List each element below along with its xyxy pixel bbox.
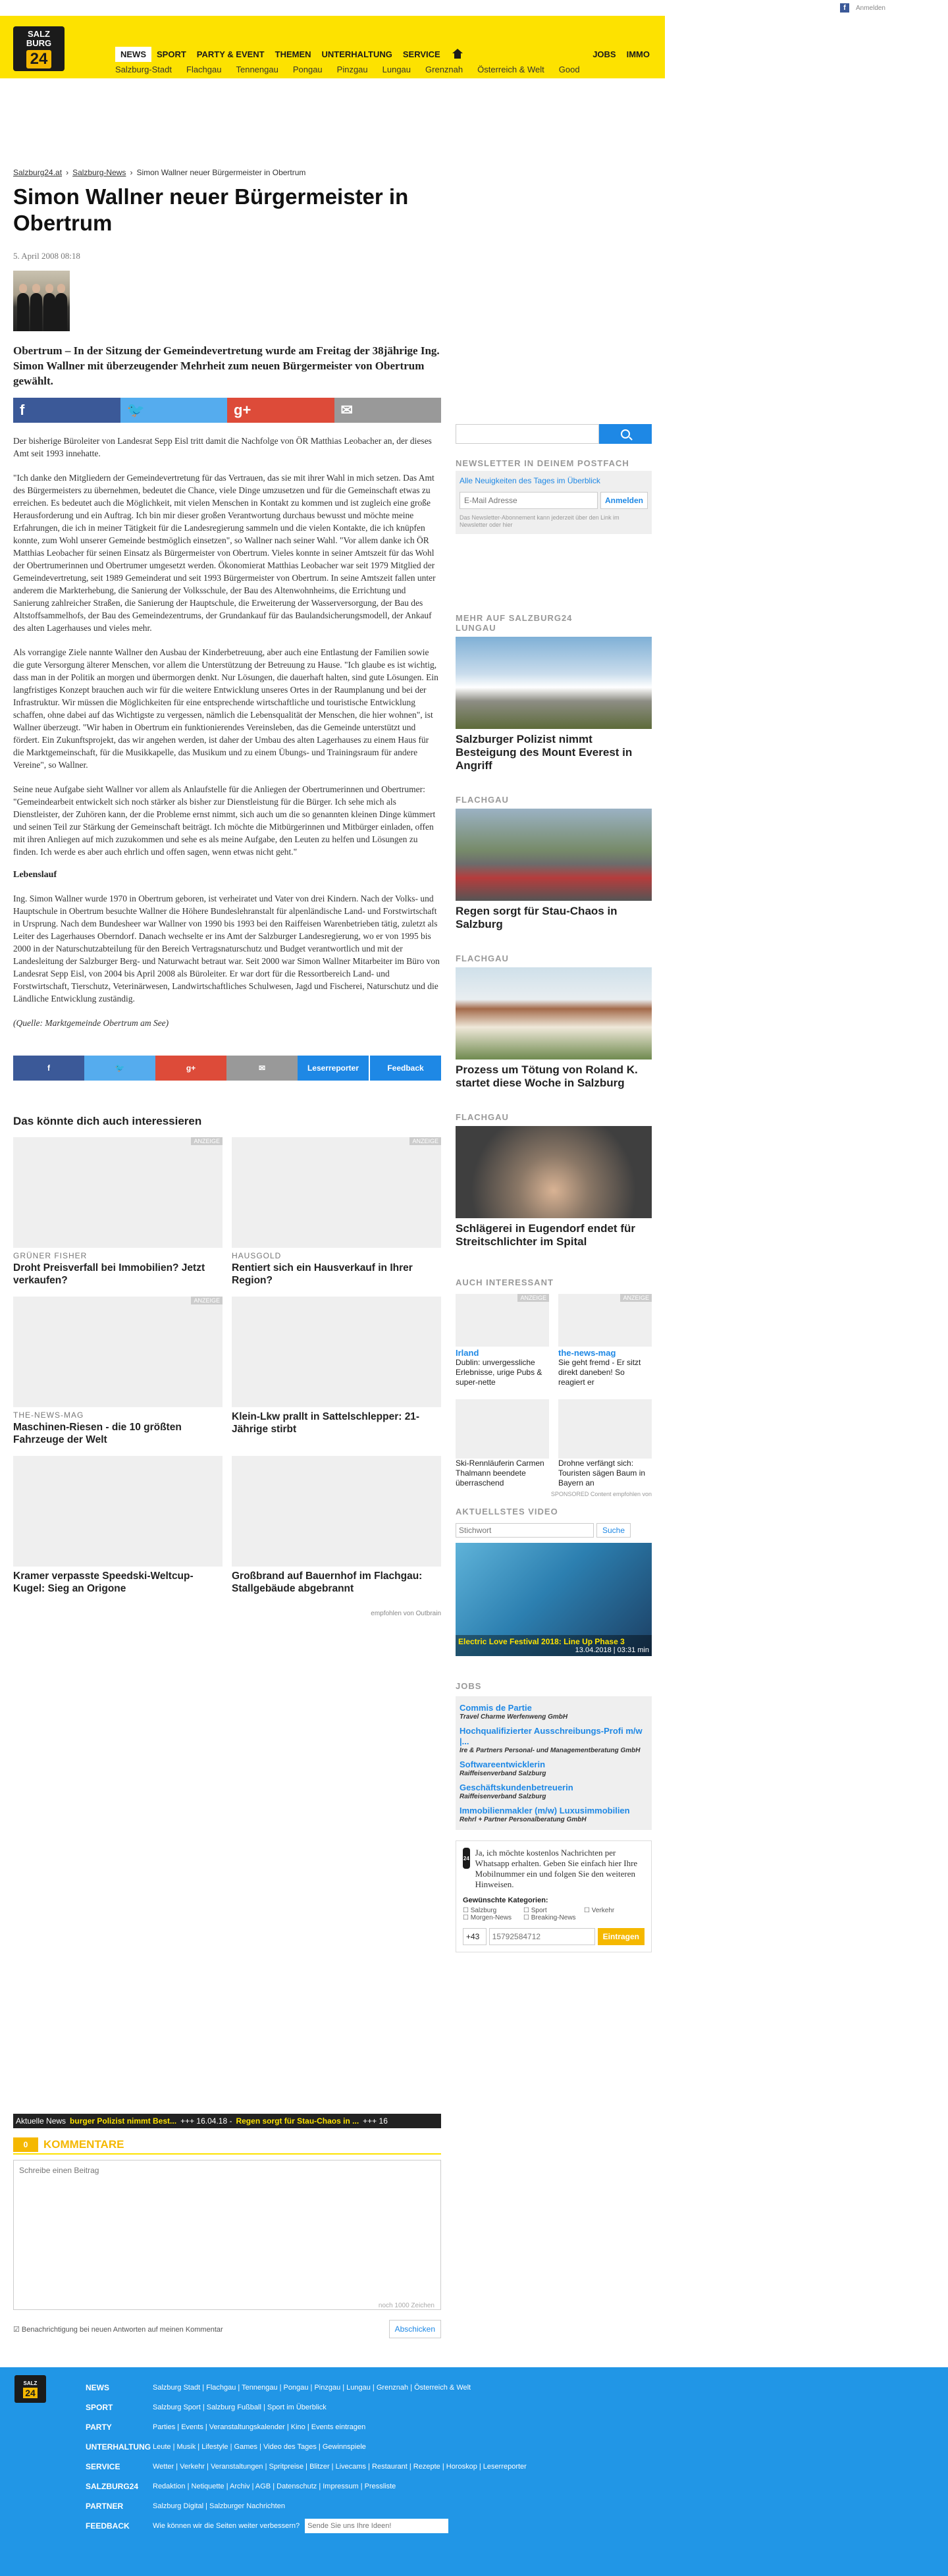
mail-icon: ✉ — [340, 402, 353, 418]
site-search-input[interactable] — [456, 424, 599, 444]
footer-row — [86, 2398, 527, 2417]
article-photo[interactable] — [13, 271, 70, 331]
subnav-tennengau[interactable]: Tennengau — [236, 65, 278, 74]
teaser-category: FLACHGAU — [456, 1112, 509, 1122]
recommendations-grid — [13, 1137, 441, 1606]
nav-service[interactable]: SERVICE — [402, 49, 440, 59]
salzburg24-logo-small — [463, 1848, 470, 1869]
recommendation-card[interactable] — [13, 1456, 223, 1606]
footer-row — [86, 2437, 527, 2457]
teaser-title[interactable]: Regen sorgt für Stau-Chaos in Salzburg — [456, 905, 618, 930]
teaser[interactable] — [456, 953, 652, 1090]
teaser-image-traffic[interactable] — [456, 809, 652, 901]
job-title[interactable]: Geschäftskundenbetreuerin — [460, 1783, 573, 1792]
logo-number: 24 — [463, 1855, 469, 1862]
footer-row — [86, 2516, 527, 2536]
footer-row-links: Wie können wir die Seiten weiter verbessern? — [153, 2522, 300, 2530]
newsletter-email-input[interactable] — [460, 492, 598, 509]
footer-logo[interactable] — [14, 2375, 46, 2403]
teaser-image-mountain[interactable] — [456, 637, 652, 729]
recommendation-title[interactable]: Klein-Lkw prallt in Sattelschlepper: 21-Jährige stirbt — [232, 1411, 420, 1435]
interesting-source: the-news-mag — [558, 1348, 616, 1358]
recommendation-image[interactable] — [13, 1456, 223, 1567]
content-area — [0, 78, 665, 2367]
logo-text-top: SALZ — [23, 2380, 38, 2386]
subnav-oesterreich-welt[interactable]: Österreich & Welt — [477, 65, 544, 74]
ad-tag: ANZEIGE — [409, 1137, 441, 1145]
article-paragraph: "Ich danke den Mitgliedern der Gemeindevertretung für das Vertrauen, das sie mit ihrer Wahl in mich setzen. Das Amt des Bürgermeisters zu übernehmen, bedeutet die Chance, viele Dinge umzusetzen und für die Gemeinschaft etwas zu erreichen. Es bedeutet auch die Möglichkeit, mit vielen Menschen in Kontakt zu kommen und ist zugleich eine große Herausforderung und ein Auftrag. Ich bin mir dieser großen Verantwortung durchaus bewusst und möchte meine Erfahrungen, die ich in meiner Tätigkeit für die Landesregierung sammeln und die vielen Kontakte, die ich knüpfen konnte, zum Wohl unserer Gemeinde bestmöglich einsetzen", so Wallner nach seiner Wahl. "Vor allem danke ich ÖR Matthias Leobacher für seinen Einsatz als Bürgermeister von Obertrum. Vieles konnte in seiner Amtszeit für das Wohl der Obertrumerinnen und Obertrumer umgesetzt werden. Ökonomierat Matthias Leobacher war seit 1979 Mitglied der Gemeindevertretung, seit 1989 Gemeinderat und seit 1993 Bürgermeister von Obertrum. In seine Amtszeit fallen unter anderem die Markterhebung, die Sanierung der Volksschule, der Bau des Altenwohnheims, die Errichtung und Sanierung zahlreicher Straßen, die Sanierung der Hauptschule, die Erweiterung der Wasserversorgung, der Bau des Altstoffsammelhofs, der Bau des Gemeindezentrums, der Grundankauf für das Baulandsicherungsmodell, der Ankauf des alten Lagerhauses und vieles mehr. — [13, 473, 436, 633]
nav-jobs[interactable]: JOBS — [592, 49, 616, 59]
teaser[interactable] — [456, 1112, 652, 1248]
feedback-button[interactable]: Feedback — [370, 1056, 441, 1081]
teaser-image-fist[interactable] — [456, 1126, 652, 1218]
footer-row-key[interactable]: FEEDBACK — [86, 2521, 130, 2531]
twitter-share-button[interactable] — [84, 1056, 155, 1081]
article-paragraph: Seine neue Aufgabe sieht Wallner vor allem als Anlaufstelle für die Anliegen der Obertrumerinnen und Obertrumer: "Gemeindearbeit entwickelt sich noch stärker als bisher zur Dienstleistung für die Bürger. Ich sehe mich als Dienstleister, der Zuhören kann, der die Probleme ernst nimmt, sich auch um die so genannten kleinen Dinge kümmert und seinen Teil zur Stärkung der Gemeinschaft beiträgt. Ich möchte die Mitbürgerinnen und Mitbürger einladen, offen mit ihren Anliegen auf mich zuzukommen und sehe es als meine Aufgabe, den Leuten zu helfen und Lösungen zu finden. Ich werde es aber auch ehrlich und offen sagen, wenn etwas nicht geht." — [13, 784, 436, 857]
job-company: Raiffeisenverband Salzburg — [460, 1770, 546, 1777]
comment-submit-button[interactable]: Abschicken — [389, 2320, 441, 2338]
googleplus-icon: g+ — [186, 1063, 196, 1073]
outbrain-credit[interactable]: empfohlen von Outbrain — [371, 1610, 441, 1617]
search-icon — [621, 429, 630, 439]
whatsapp-text: Ja, ich möchte kostenlos Nachrichten per Whatsapp erhalten. Geben Sie einfach hier Ihre Mobilnummer ein und folgen Sie den weiteren Hinweisen. — [475, 1848, 638, 1889]
category-label: Morgen-News — [470, 1914, 512, 1921]
twitter-icon: 🐦 — [115, 1063, 125, 1073]
footer-row-links[interactable]: Salzburg Stadt | Flachgau | Tennengau | Pongau | Pinzgau | Lungau | Grenznah | Österreich & Welt — [153, 2384, 471, 2392]
category-label: Salzburg — [470, 1907, 497, 1914]
leserreporter-button[interactable]: Leserreporter — [298, 1056, 369, 1081]
footer-row-key[interactable]: SALZBURG24 — [86, 2482, 139, 2491]
interesting-grid — [456, 1294, 652, 1488]
video-caption — [456, 1635, 652, 1656]
category-checkbox[interactable]: ☐ Salzburg — [463, 1907, 497, 1914]
subnav-pinzgau[interactable]: Pinzgau — [336, 65, 368, 74]
share-bar-bottom — [13, 1056, 441, 1081]
twitter-icon: 🐦 — [126, 402, 145, 418]
phone-input[interactable] — [489, 1928, 595, 1945]
interesting-card[interactable] — [558, 1294, 652, 1387]
job-company: Raiffeisenverband Salzburg — [460, 1793, 546, 1800]
job-company: Travel Charme Werfenweng GmbH — [460, 1713, 568, 1721]
logo-text-top: SALZ — [28, 28, 50, 39]
footer-row — [86, 2496, 527, 2516]
notify-label: Benachrichtigung bei neuen Antworten auf meinen Kommentar — [21, 2325, 223, 2334]
recommendation-card[interactable] — [232, 1137, 441, 1287]
whatsapp-signup — [456, 1840, 652, 1952]
recommendation-image[interactable] — [232, 1297, 441, 1407]
googleplus-share-button[interactable] — [155, 1056, 226, 1081]
video-player[interactable] — [456, 1543, 652, 1656]
interesting-text[interactable]: Drohne verfängt sich: Touristen sägen Baum in Bayern an — [558, 1459, 646, 1488]
recommendation-source: HAUSGOLD — [232, 1251, 282, 1260]
category-label: Breaking-News — [531, 1914, 576, 1921]
lebenslauf-heading: Lebenslauf — [13, 870, 57, 880]
sponsored-credit[interactable]: SPONSORED Content empfohlen von — [550, 1491, 652, 1497]
ad-tag: ANZEIGE — [620, 1294, 652, 1302]
interesting-image[interactable] — [558, 1399, 652, 1459]
footer-row-links[interactable]: Salzburg Digital | Salzburger Nachrichten — [153, 2502, 285, 2510]
breadcrumb-home[interactable]: Salzburg24.at — [13, 168, 63, 177]
breadcrumb — [13, 168, 441, 177]
subnav-grenznah[interactable]: Grenznah — [425, 65, 463, 74]
jobs-heading: JOBS — [456, 1681, 482, 1691]
breadcrumb-current: Simon Wallner neuer Bürgermeister in Obertrum — [136, 168, 306, 177]
footer-row-key[interactable]: UNTERHALTUNG — [86, 2442, 151, 2452]
teaser-image-house[interactable] — [456, 967, 652, 1060]
recommendation-title[interactable]: Droht Preisverfall bei Immobilien? Jetzt verkaufen? — [13, 1262, 205, 1286]
logo-text-mid: BURG — [26, 38, 52, 48]
article-paragraph: Ing. Simon Wallner wurde 1970 in Obertrum geboren, ist verheiratet und Vater von drei Kindern. Nach der Volks- und Hauptschule in Obertrum besuchte Wallner die Höhere Bundeslehranstalt für alpenländische Land- und Forstwirtschaft in Ursprung. Nach dem Bundesheer war Wallner von 1990 bis 1993 bei den Raiffeisen Warenbetrieben tätig, zuletzt als Leiter des Lagerhauses Oberndorf. Danach wechselte er ins Amt der Salzburger Landesregierung, wo er von 1995 bis 2000 in der Naturschutzabteilung für den Bereich Vertragsnaturschutz und Budget verantwortlich und mit der Landesleitung der Salzburger Berg- und Naturwacht betraut war. Seit 2000 war Simon Wallner Mitarbeiter im Büro von Landesrat Sepp Eisl, von 2004 bis April 2008 als Büroleiter. Er war dort für die Ressortbereich Land- und Forstwirtschaft, Tierschutz, Veterinärwesen, Landwirtschaftliches Schulwesen, Jagd und Fischerei, Naturschutz und die Ländliche Entwicklung zuständig. — [13, 894, 440, 1004]
news-ticker — [13, 2114, 441, 2128]
recommendation-source: THE-NEWS-MAG — [13, 1410, 84, 1420]
newsletter-heading: NEWSLETTER IN DEINEM POSTFACH — [456, 458, 629, 468]
facebook-icon: f — [47, 1063, 50, 1073]
job-title[interactable]: Commis de Partie — [460, 1703, 532, 1713]
teaser-title[interactable]: Salzburger Polizist nimmt Besteigung des Mount Everest in Angriff — [456, 733, 633, 772]
teaser-title[interactable]: Prozess um Tötung von Roland K. startet diese Woche in Salzburg — [456, 1063, 638, 1089]
ticker-label: Aktuelle News — [16, 2116, 66, 2126]
footer-row-links[interactable]: Leute | Musik | Lifestyle | Games | Video des Tages | Gewinnspiele — [153, 2443, 366, 2451]
whatsapp-submit-button[interactable]: Eintragen — [598, 1928, 645, 1945]
job-company: Rehrl + Partner Personalberatung GmbH — [460, 1816, 587, 1823]
teaser-title[interactable]: Schlägerei in Eugendorf endet für Streitschlichter im Spital — [456, 1222, 635, 1248]
comment-count: 0 — [13, 2137, 38, 2152]
more-heading: MEHR AUF SALZBURG24 — [456, 613, 573, 623]
recommendations — [13, 1115, 441, 1617]
whatsapp-categories-title: Gewünschte Kategorien: — [463, 1896, 548, 1904]
subnav-pongau[interactable]: Pongau — [292, 65, 323, 74]
nav-unterhaltung[interactable]: UNTERHALTUNG — [321, 49, 392, 59]
teaser-category: FLACHGAU — [456, 953, 509, 963]
site-search-button[interactable] — [599, 424, 652, 444]
category-checkbox[interactable]: ☐ Sport — [523, 1907, 547, 1914]
article-title: Simon Wallner neuer Bürgermeister in Obertrum — [13, 184, 409, 235]
recommendation-image[interactable] — [232, 1456, 441, 1567]
job-item[interactable] — [460, 1757, 648, 1780]
job-item[interactable] — [460, 1723, 648, 1757]
interesting-card[interactable] — [456, 1294, 549, 1387]
video-search-input[interactable] — [456, 1523, 594, 1538]
nav-immo[interactable]: IMMO — [626, 49, 650, 59]
article-lead: Obertrum – In der Sitzung der Gemeindevertretung wurde am Freitag der 38jährige Ing. Simon Wallner mit überzeugender Mehrheit zum neuen Bürgermeister von Obertrum gewählt. — [13, 344, 440, 387]
ticker-item: +++ 16.04.18 - — [180, 2116, 232, 2126]
recommendation-source: GRÜNER FISHER — [13, 1251, 88, 1260]
topbar — [0, 0, 948, 16]
video-heading: AKTUELLSTES VIDEO — [456, 1507, 558, 1516]
teaser[interactable] — [456, 795, 652, 931]
interesting-card[interactable] — [558, 1397, 652, 1488]
category-checkbox[interactable]: ☐ Breaking-News — [523, 1914, 576, 1921]
salzburg24-logo[interactable] — [13, 26, 65, 71]
footer-row — [86, 2378, 527, 2398]
logo-number: 24 — [26, 50, 52, 68]
recommendation-title[interactable]: Rentiert sich ein Hausverkauf in Ihrer Region? — [232, 1262, 413, 1286]
googleplus-icon: g+ — [234, 402, 251, 418]
comments-section — [13, 2137, 441, 2338]
footer-row-key[interactable]: SERVICE — [86, 2462, 120, 2471]
interesting-text[interactable]: Dublin: unvergessliche Erlebnisse, urige Pubs & super-nette — [456, 1358, 542, 1387]
job-item[interactable] — [460, 1803, 648, 1826]
article-source: (Quelle: Marktgemeinde Obertrum am See) — [13, 1018, 169, 1028]
video-search-button[interactable]: Suche — [596, 1523, 631, 1538]
article-paragraph: Der bisherige Büroleiter von Landesrat Sepp Eisl tritt damit die Nachfolge von ÖR Matthias Leobacher an, der dieses Amt seit 1993 innehatte. — [13, 436, 432, 458]
teaser-category: FLACHGAU — [456, 795, 509, 805]
sidebar — [456, 424, 652, 1952]
login-link[interactable]: Anmelden — [855, 4, 885, 12]
article-body — [13, 435, 441, 1029]
footer-row — [86, 2457, 527, 2477]
interesting-image[interactable] — [456, 1294, 549, 1347]
feedback-input[interactable] — [305, 2519, 448, 2533]
googleplus-share-button[interactable] — [227, 398, 334, 423]
newsletter-note — [460, 514, 648, 529]
jobs-list — [456, 1696, 652, 1830]
footer-row — [86, 2477, 527, 2496]
site-search — [456, 424, 652, 444]
job-item[interactable] — [460, 1780, 648, 1803]
category-label: Verkehr — [591, 1907, 615, 1914]
interesting-text[interactable]: Sie geht fremd - Er sitzt direkt daneben! So reagiert er — [558, 1358, 641, 1387]
interesting-source: Irland — [456, 1348, 479, 1358]
recommendation-card[interactable] — [13, 1137, 223, 1287]
ticker-item[interactable]: burger Polizist nimmt Best... — [70, 2116, 177, 2126]
facebook-share-button[interactable] — [13, 398, 120, 423]
country-code-select[interactable]: +43 — [463, 1928, 487, 1945]
char-counter: noch 1000 Zeichen — [378, 2302, 434, 2309]
article-column — [13, 168, 441, 1617]
recommendation-image[interactable] — [13, 1137, 223, 1248]
subnav-salzburg-stadt[interactable]: Salzburg-Stadt — [115, 65, 172, 74]
article-date: 5. April 2008 08:18 — [13, 251, 80, 261]
ticker-item: +++ 16 — [363, 2116, 388, 2126]
subnav-good[interactable]: Good — [558, 65, 580, 74]
footer-row-key[interactable]: NEWS — [86, 2383, 109, 2392]
comment-textarea[interactable] — [13, 2160, 441, 2310]
whatsapp-categories — [463, 1907, 645, 1921]
footer-row-links[interactable]: Parties | Events | Veranstaltungskalender | Kino | Events eintragen — [153, 2423, 366, 2431]
recommendation-card[interactable] — [232, 1297, 441, 1447]
chevron-right-icon: › — [130, 168, 133, 177]
category-checkbox[interactable]: ☐ Morgen-News — [463, 1914, 512, 1921]
footer-row — [86, 2417, 527, 2437]
recommendation-card[interactable] — [232, 1456, 441, 1606]
site-header — [0, 16, 665, 78]
newsletter-note-text: Das Newsletter-Abonnement kann jederzeit über den Link im Newsletter oder hier — [460, 514, 619, 528]
site-footer — [0, 2367, 948, 2576]
interesting-text[interactable]: Ski-Rennläuferin Carmen Thalmann beendete überraschend — [456, 1459, 544, 1488]
video-title[interactable]: Electric Love Festival 2018: Line Up Phase 3 — [458, 1637, 625, 1646]
recommendation-image[interactable] — [232, 1137, 441, 1248]
mail-share-button[interactable] — [334, 398, 442, 423]
mail-icon: ✉ — [258, 1063, 266, 1073]
video-search — [456, 1523, 652, 1538]
ad-tag: ANZEIGE — [191, 1297, 223, 1304]
facebook-icon[interactable]: f — [840, 3, 849, 13]
newsletter-box — [456, 471, 652, 534]
video-date: 13.04.2018 | 03:31 min — [575, 1646, 649, 1654]
footer-row-links[interactable]: Redaktion | Netiquette | Archiv | AGB | Datenschutz | Impressum | Pressliste — [153, 2482, 396, 2490]
facebook-share-button[interactable] — [13, 1056, 84, 1081]
recommendation-card[interactable] — [13, 1297, 223, 1447]
footer-row-key[interactable]: PARTY — [86, 2423, 112, 2432]
nav-sport[interactable]: SPORT — [157, 49, 186, 59]
recommendation-image[interactable] — [13, 1297, 223, 1407]
interesting-card[interactable] — [456, 1397, 549, 1488]
footer-row-key[interactable]: SPORT — [86, 2403, 113, 2412]
job-item[interactable] — [460, 1700, 648, 1723]
comments-header — [13, 2137, 441, 2155]
sub-navigation — [115, 65, 580, 74]
job-title[interactable]: Immobilienmakler (m/w) Luxusimmobilien — [460, 1806, 630, 1815]
notify-checkbox[interactable]: ☑ Benachrichtigung bei neuen Antworten auf meinen Kommentar — [13, 2325, 223, 2334]
ad-tag: ANZEIGE — [191, 1137, 223, 1145]
main-navigation — [115, 46, 655, 62]
footer-row-key[interactable]: PARTNER — [86, 2502, 124, 2511]
job-title[interactable]: Hochqualifizierter Ausschreibungs-Profi m/w |... — [460, 1726, 643, 1746]
category-checkbox[interactable]: ☐ Verkehr — [584, 1907, 615, 1914]
article-paragraph: Als vorrangige Ziele nannte Wallner den Ausbau der Kinderbetreuung, aber auch eine Entlastung der Familien sowie die gute Versorgung älterer Menschen, vor allem die Unterstützung der Betreuung zu Hause. "Ich glaube es ist wichtig, dass man in der Politik an morgen und übermorgen denkt. Nur Lösungen, die dauerhaft halten, sind gute Lösungen. Ein langfristiges Konzept brauchen auch wir für die weitere Entwicklung unseres Ortes in der Raumplanung und bei der Infrastruktur. Wir müssen die Möglichkeiten für eine entsprechende wirtschaftliche und touristische Entwicklung schaffen, ohne dabei auf das Wichtigste zu vergessen, nämlich die Lebensqualität der Menschen, die hier wohnen", ist Wallner überzeugt. "Wir haben in Obertrum ein funktionierendes Vereinsleben, das die Gemeinde unterstützt und fördert. Ein Zukunftsprojekt, das wir angehen werden, ist daher der Umbau des alten Lagerhauses zu einem Haus für die Marktgemeinschaft, für die Musikkapelle, das Musikum und zu einem Übungs- und Trainingsraum für andere Vereine", so Wallner. — [13, 647, 438, 770]
job-company: Ire & Partners Personal- und Managementberatung GmbH — [460, 1747, 641, 1754]
mail-share-button[interactable] — [226, 1056, 298, 1081]
home-icon[interactable] — [451, 49, 464, 59]
facebook-icon: f — [20, 402, 25, 418]
recommendation-title[interactable]: Großbrand auf Bauernhof im Flachgau: Stallgebäude abgebrannt — [232, 1570, 423, 1594]
recommendations-title: Das könnte dich auch interessieren — [13, 1115, 202, 1127]
teaser[interactable] — [456, 623, 652, 772]
footer-row-links[interactable]: Wetter | Verkehr | Veranstaltungen | Spritpreise | Blitzer | Livecams | Restaurant | Rezepte | Horoskop | Leserreporter — [153, 2463, 527, 2471]
ticker-item[interactable]: Regen sorgt für Stau-Chaos in ... — [236, 2116, 359, 2126]
footer-links — [86, 2378, 527, 2536]
job-title[interactable]: Softwareentwicklerin — [460, 1759, 546, 1769]
nav-themen[interactable]: THEMEN — [275, 49, 311, 59]
subnav-lungau[interactable]: Lungau — [382, 65, 411, 74]
newsletter-link[interactable]: Alle Neuigkeiten des Tages im Überblick — [460, 476, 600, 485]
twitter-share-button[interactable] — [120, 398, 228, 423]
nav-news[interactable]: NEWS — [115, 47, 151, 62]
category-label: Sport — [531, 1907, 547, 1914]
recommendation-title[interactable]: Maschinen-Riesen - die 10 größten Fahrzeuge der Welt — [13, 1422, 182, 1445]
interesting-heading: AUCH INTERESSANT — [456, 1277, 554, 1287]
interesting-image[interactable] — [456, 1399, 549, 1459]
ad-tag: ANZEIGE — [517, 1294, 549, 1302]
comments-title: KOMMENTARE — [43, 2138, 124, 2151]
recommendation-title[interactable]: Kramer verpasste Speedski-Weltcup-Kugel: Sieg an Origone — [13, 1570, 194, 1594]
newsletter-subscribe-button[interactable]: Anmelden — [600, 492, 648, 509]
breadcrumb-category[interactable]: Salzburg-News — [72, 168, 126, 177]
chevron-right-icon: › — [66, 168, 69, 177]
logo-number: 24 — [23, 2388, 38, 2398]
share-bar-top — [13, 398, 441, 423]
subnav-flachgau[interactable]: Flachgau — [186, 65, 222, 74]
interesting-image[interactable] — [558, 1294, 652, 1347]
nav-party-event[interactable]: PARTY & EVENT — [196, 49, 265, 59]
footer-row-links[interactable]: Salzburg Sport | Salzburg Fußball | Sport im Überblick — [153, 2403, 327, 2411]
teaser-category: LUNGAU — [456, 623, 496, 633]
